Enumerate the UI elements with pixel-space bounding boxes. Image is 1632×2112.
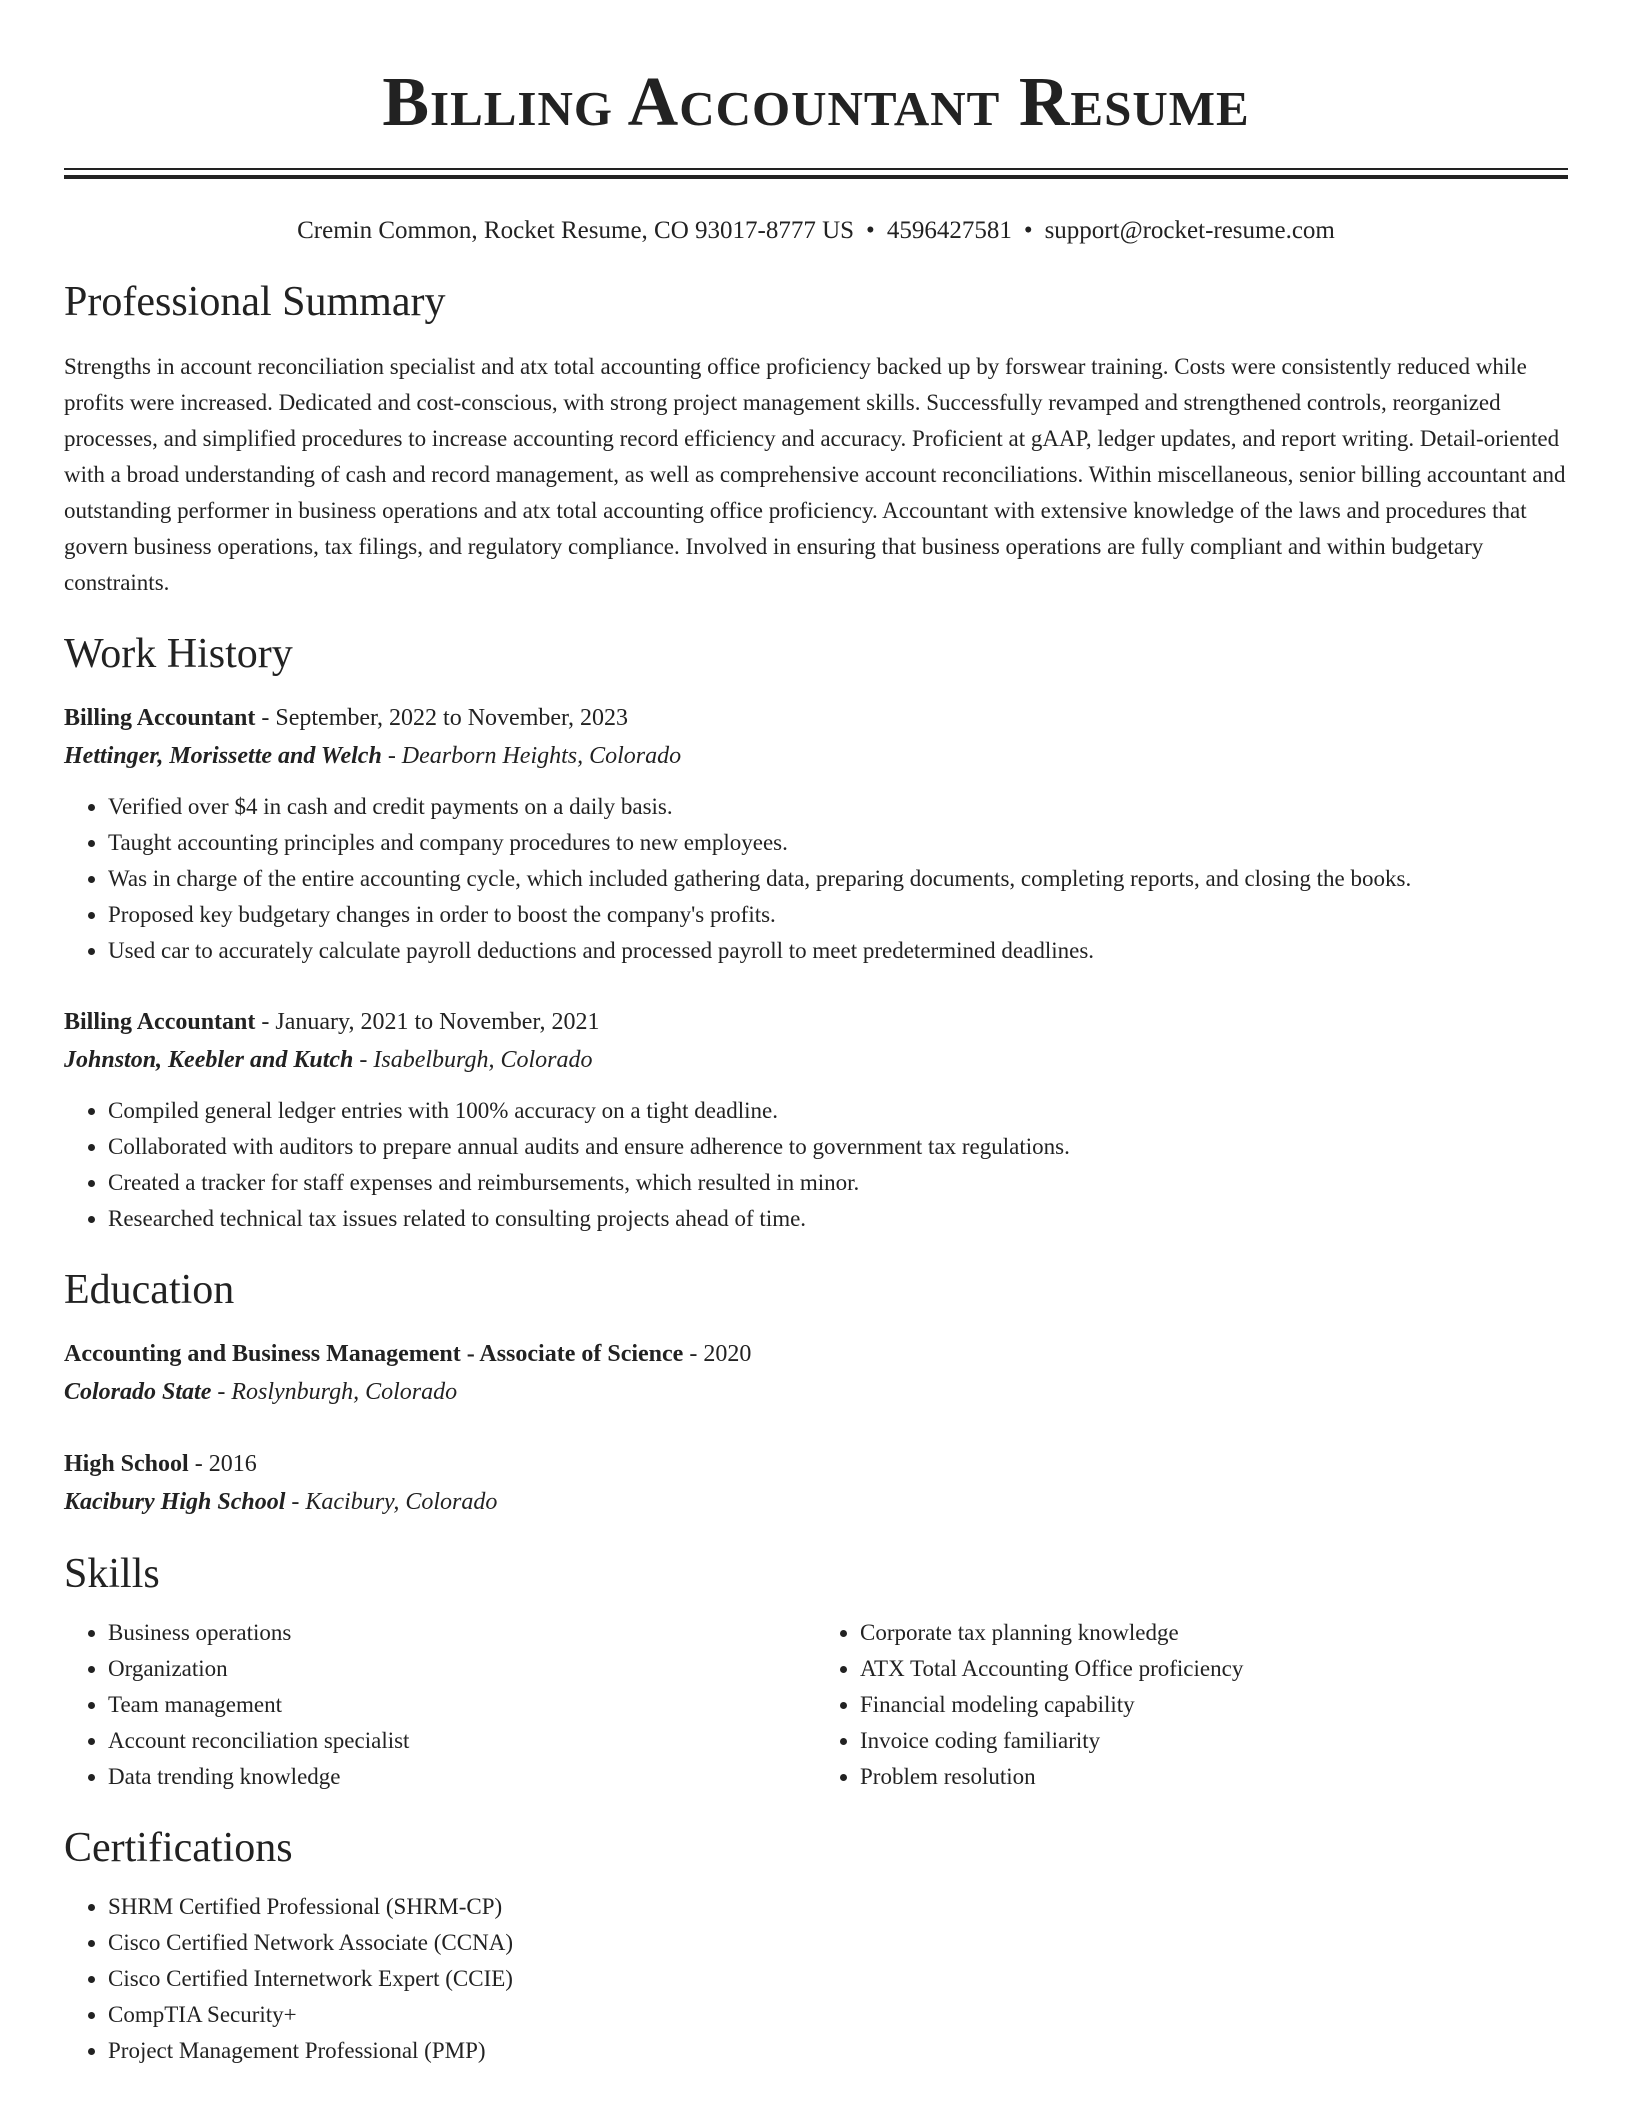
skill-item: • Financial modeling capability bbox=[860, 1687, 1568, 1723]
contact-separator: • bbox=[1023, 217, 1033, 244]
certifications-section bbox=[64, 1889, 1568, 2069]
contact-address: Cremin Common, Rocket Resume, CO 93017-8777 US bbox=[297, 217, 855, 244]
job-company: Hettinger, Morissette and Welch bbox=[64, 743, 382, 769]
job-bullet: • Taught accounting principles and company procedures to new employees. bbox=[108, 825, 1568, 861]
contact-email: support@rocket-resume.com bbox=[1044, 217, 1335, 244]
skill-item: • Invoice coding familiarity bbox=[860, 1723, 1568, 1759]
education-degree-line bbox=[64, 1335, 1568, 1373]
job-company: Johnston, Keebler and Kutch bbox=[64, 1047, 354, 1073]
contact-line bbox=[64, 215, 1568, 247]
job-bullet: • Used car to accurately calculate payroll deductions and processed payroll to meet predetermined deadlines. bbox=[108, 933, 1568, 969]
job-role-line bbox=[64, 699, 1568, 737]
job-bullet: • Collaborated with auditors to prepare annual audits and ensure adherence to government tax regulations. bbox=[108, 1129, 1568, 1165]
certifications-heading: Certifications bbox=[64, 1825, 293, 1871]
certification-item: • Cisco Certified Internetwork Expert (CCIE) bbox=[108, 1961, 1568, 1997]
education-entry bbox=[64, 1445, 1568, 1521]
job-company-line bbox=[64, 737, 1568, 775]
contact-phone: 4596427581 bbox=[886, 217, 1012, 244]
skills-heading: Skills bbox=[64, 1551, 160, 1597]
skill-item: • Organization bbox=[108, 1651, 816, 1687]
job-dates: - September, 2022 to November, 2023 bbox=[255, 705, 629, 731]
job-dates: - January, 2021 to November, 2021 bbox=[255, 1009, 600, 1035]
certification-item: • SHRM Certified Professional (SHRM-CP) bbox=[108, 1889, 1568, 1925]
certification-item: • Project Management Professional (PMP) bbox=[108, 2033, 1568, 2069]
skills-list-left bbox=[64, 1615, 816, 1795]
job-role: Billing Accountant bbox=[64, 1009, 256, 1035]
education-school: Kacibury High School bbox=[64, 1489, 286, 1515]
certification-item: • Cisco Certified Network Associate (CCNA) bbox=[108, 1925, 1568, 1961]
education-school: Colorado State bbox=[64, 1379, 212, 1405]
job-bullet: • Compiled general ledger entries with 100% accuracy on a tight deadline. bbox=[108, 1093, 1568, 1129]
certification-item: • CompTIA Security+ bbox=[108, 1997, 1568, 2033]
summary-text: Strengths in account reconciliation specialist and atx total accounting office proficiency backed up by forswear training. Costs were consistently reduced while profits were increased. Dedicated and cost-conscious, with strong project management skills. Successfully revamped and strengthened controls, reorganized processes, and simplified procedures to increase accounting record efficiency and accuracy. Proficient at gAAP, ledger updates, and report writing. Detail-oriented with a broad understanding of cash and record management, as well as comprehensive account reconciliations. Within miscellaneous, senior billing accountant and outstanding performer in business operations and atx total accounting office proficiency. Accountant with extensive knowledge of the laws and procedures that govern business operations, tax filings, and regulatory compliance. Involved in ensuring that business operations are fully compliant and within budgetary constraints. bbox=[64, 354, 1566, 595]
job-bullet: • Was in charge of the entire accounting cycle, which included gathering data, preparing documents, completing reports, and closing the books. bbox=[108, 861, 1568, 897]
job-entry bbox=[64, 699, 1568, 969]
job-bullet: • Verified over $4 in cash and credit payments on a daily basis. bbox=[108, 789, 1568, 825]
job-bullet: • Created a tracker for staff expenses and reimbursements, which resulted in minor. bbox=[108, 1165, 1568, 1201]
education-entry bbox=[64, 1335, 1568, 1411]
summary-heading: Professional Summary bbox=[64, 279, 446, 325]
skill-item: • Business operations bbox=[108, 1615, 816, 1651]
job-role-line bbox=[64, 1003, 1568, 1041]
contact-separator: • bbox=[866, 217, 875, 244]
skill-item: • ATX Total Accounting Office proficiency bbox=[860, 1651, 1568, 1687]
skills-columns bbox=[64, 1615, 1568, 1795]
skill-item: • Account reconciliation specialist bbox=[108, 1723, 816, 1759]
education-year: - 2016 bbox=[188, 1451, 257, 1477]
education-school-line bbox=[64, 1483, 1568, 1521]
skill-item: • Problem resolution bbox=[860, 1759, 1568, 1795]
education-location: - Kacibury, Colorado bbox=[285, 1489, 498, 1515]
title-divider bbox=[64, 168, 1568, 179]
education-school-line bbox=[64, 1373, 1568, 1411]
job-entry bbox=[64, 1003, 1568, 1237]
skill-item: • Corporate tax planning knowledge bbox=[860, 1615, 1568, 1651]
education-year: - 2020 bbox=[683, 1341, 752, 1367]
skill-item: • Team management bbox=[108, 1687, 816, 1723]
certifications-list bbox=[64, 1889, 1568, 2069]
resume-title: Billing Accountant Resume bbox=[382, 64, 1250, 141]
skill-item: • Data trending knowledge bbox=[108, 1759, 816, 1795]
education-degree-line bbox=[64, 1445, 1568, 1483]
education-degree: High School bbox=[64, 1451, 189, 1477]
skills-list-right bbox=[816, 1615, 1568, 1795]
job-bullets bbox=[64, 1093, 1568, 1237]
job-company-line bbox=[64, 1041, 1568, 1079]
work-history-heading: Work History bbox=[64, 631, 293, 677]
job-location: - Isabelburgh, Colorado bbox=[353, 1047, 593, 1073]
education-heading: Education bbox=[64, 1267, 235, 1313]
job-bullets bbox=[64, 789, 1568, 969]
job-bullet: • Researched technical tax issues related to consulting projects ahead of time. bbox=[108, 1201, 1568, 1237]
job-location: - Dearborn Heights, Colorado bbox=[381, 743, 682, 769]
job-bullet: • Proposed key budgetary changes in order to boost the company's profits. bbox=[108, 897, 1568, 933]
education-location: - Roslynburgh, Colorado bbox=[211, 1379, 458, 1405]
job-role: Billing Accountant bbox=[64, 705, 256, 731]
education-degree: Accounting and Business Management - Associate of Science bbox=[64, 1341, 684, 1367]
